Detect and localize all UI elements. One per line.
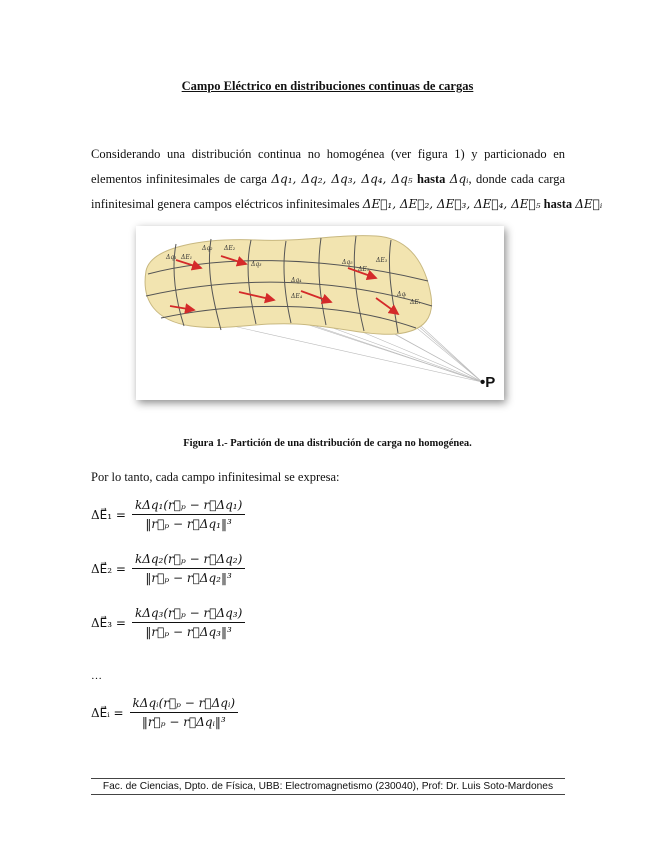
- equation-lhs: ΔE⃗₁ =: [91, 507, 126, 522]
- charge-label: Δq₃: [251, 261, 262, 268]
- equation-numerator: kΔq₃(r⃗ₚ − r⃗Δq₃): [132, 606, 245, 623]
- equation-denominator: ‖r⃗ₚ − r⃗Δq₂‖³: [145, 571, 232, 585]
- intro-paragraph: [91, 142, 603, 217]
- equation-denominator: ‖r⃗ₚ − r⃗Δq₃‖³: [145, 625, 232, 639]
- paragraph-line-3: infinitesimal genera campos eléctricos infinitesimales ΔE⃗₁, ΔE⃗₂, ΔE⃗₃, ΔE⃗₄, ΔE⃗₅ hasta ΔE⃗ᵢ: [91, 197, 603, 211]
- charge-label: Δq₁: [166, 254, 177, 261]
- charge-list-math: Δq₁, Δq₂, Δq₃, Δq₄, Δq₅: [271, 172, 413, 186]
- equation-lhs: ΔE⃗ᵢ =: [91, 705, 124, 720]
- charge-label: Δq₂: [202, 245, 213, 252]
- field-label: ΔEᵢ: [410, 299, 420, 306]
- equation-numerator: kΔq₁(r⃗ₚ − r⃗Δq₁): [132, 498, 245, 515]
- figure-caption: Figura 1.- Partición de una distribución de carga no homogénea.: [183, 438, 472, 449]
- charge-label: Δq₄: [291, 277, 302, 284]
- lead-text: Por lo tanto, cada campo infinitesimal se expresa:: [91, 470, 340, 484]
- page-footer: Fac. de Ciencias, Dpto. de Física, UBB: Electromagnetismo (230040), Prof: Dr. Luis Soto-Mardones: [91, 778, 565, 795]
- field-list-math: ΔE⃗₁, ΔE⃗₂, ΔE⃗₃, ΔE⃗₄, ΔE⃗₅: [362, 197, 541, 211]
- ellipsis: …: [91, 670, 102, 682]
- charge-distribution-figure: [136, 226, 504, 400]
- charge-label: Δqᵢ: [397, 291, 407, 298]
- field-label: ΔE₂: [224, 245, 236, 252]
- equation-1: [91, 498, 245, 531]
- paragraph-line-2: elementos infinitesimales de carga Δq₁, Δq₂, Δq₃, Δq₄, Δq₅ hasta Δqᵢ, donde cada carga: [91, 172, 566, 186]
- equation-numerator: kΔqᵢ(r⃗ₚ − r⃗Δqᵢ): [130, 696, 239, 713]
- equation-2: [91, 552, 245, 585]
- equation-lhs: ΔE⃗₃ =: [91, 615, 126, 630]
- point-p-label: •P: [480, 374, 496, 391]
- field-label: ΔE₄: [291, 293, 303, 300]
- charge-label: Δq₅: [342, 259, 353, 266]
- document-title: Campo Eléctrico en distribuciones continuas de cargas: [181, 79, 474, 93]
- equation-i: [91, 696, 238, 729]
- field-label: ΔE₅: [358, 266, 370, 273]
- equation-3: [91, 606, 245, 639]
- equation-numerator: kΔq₂(r⃗ₚ − r⃗Δq₂): [132, 552, 245, 569]
- equation-denominator: ‖r⃗ₚ − r⃗Δq₁‖³: [145, 517, 232, 531]
- equation-lhs: ΔE⃗₂ =: [91, 561, 126, 576]
- figure-illustration: [136, 226, 504, 400]
- paragraph-line-1: Considerando una distribución continua no homogénea (ver figura 1) y particionado en: [91, 147, 565, 161]
- field-label: ΔE₃: [376, 257, 388, 264]
- equation-denominator: ‖r⃗ₚ − r⃗Δqᵢ‖³: [141, 715, 226, 729]
- field-label: ΔE₁: [181, 254, 193, 261]
